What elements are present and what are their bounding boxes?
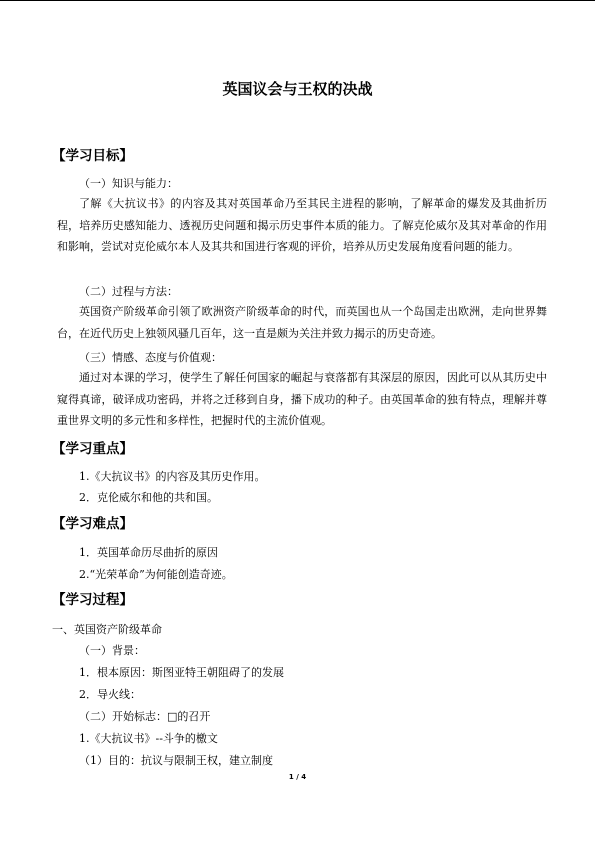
process-line-1: 一、英国资产阶级革命 <box>52 623 162 636</box>
key-heading: 【学习重点】 <box>52 441 133 457</box>
difficulty-heading: 【学习难点】 <box>52 516 133 532</box>
difficulty-item-1: 1．英国革命历尽曲折的原因 <box>79 546 218 559</box>
key-item-2: 2．克伦威尔和他的共和国。 <box>79 491 218 504</box>
goals-sub-values: （三）情感、态度与价值观： <box>79 351 222 364</box>
process-heading: 【学习过程】 <box>52 592 133 608</box>
goals-para-knowledge: 了解《大抗议书》的内容及其对英国革命乃至其民主进程的影响，了解革命的爆发及其曲折历程，培养历史感知能力、透视历史问题和揭示历史事件本质的能力。了解克伦威尔及其对革命的作用和影响，尝试对克伦威尔本人及其共和国进行客观的评价，培养从历史发展角度看问题的能力。 <box>57 197 547 254</box>
process-line-4: 2．导火线： <box>79 688 141 701</box>
process-line-2: （一）背景： <box>79 644 145 657</box>
key-item-1: 1.《大抗议书》的内容及其历史作用。 <box>79 470 266 483</box>
goals-para-process: 英国资产阶级革命引领了欧洲资产阶级革命的时代，而英国也从一个岛国走出欧洲，走向世界舞台，在近代历史上独领风骚几百年，这一直是颇为关注并致力揭示的历史奇迹。 <box>57 305 547 340</box>
process-line-3: 1．根本原因：斯图亚特王朝阻碍了的发展 <box>79 666 284 679</box>
page-title: 英国议会与王权的决战 <box>222 80 373 98</box>
page-number: 1 / 4 <box>288 773 307 781</box>
goals-heading: 【学习目标】 <box>52 148 133 164</box>
goals-para-values: 通过对本课的学习，使学生了解任何国家的崛起与衰落都有其深层的原因，因此可以从其历史中窥得真谛，破译成功密码，并将之迁移到自身，播下成功的种子。由英国革命的独有特点，理解并尊重世界文明的多元性和多样性，把握时代的主流价值观。 <box>57 371 547 428</box>
process-line-6: 1.《大抗议书》--斗争的檄文 <box>79 732 218 745</box>
goals-sub-process: （二）过程与方法： <box>79 285 178 298</box>
process-line-5: （二）开始标志：□的召开 <box>79 710 211 723</box>
difficulty-item-2: 2.“光荣革命”为何能创造奇迹。 <box>79 568 233 581</box>
goals-sub-knowledge: （一）知识与能力： <box>79 177 178 190</box>
process-line-7: （1）目的：抗议与限制王权，建立制度 <box>79 754 273 767</box>
